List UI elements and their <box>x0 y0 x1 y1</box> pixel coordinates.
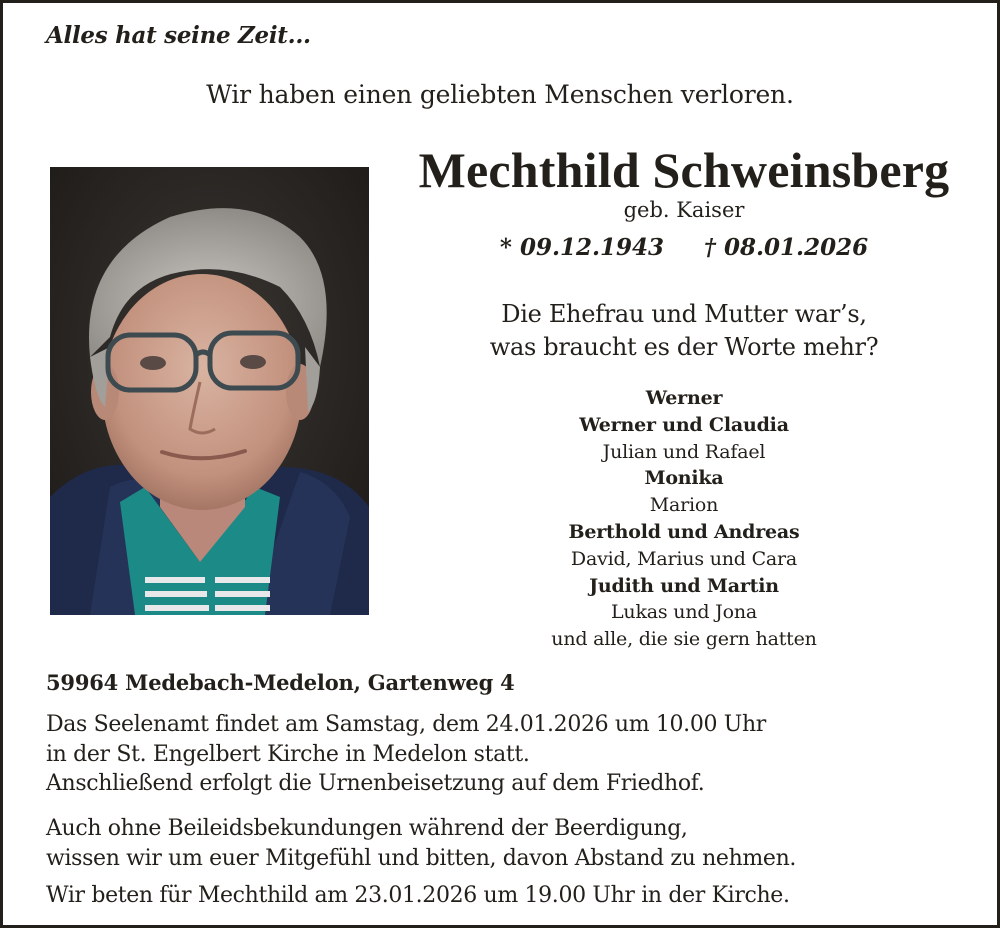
deceased-name: Mechthild Schweinsberg <box>418 142 950 198</box>
mourner-entry: David, Marius und Cara <box>570 547 798 570</box>
death-date: † 08.01.2026 <box>704 234 869 261</box>
verse-line: was braucht es der Worte mehr? <box>489 333 879 361</box>
notice-line: Auch ohne Beileidsbekundungen während der Beerdigung, <box>46 816 688 841</box>
mourner-entry: Werner <box>645 387 723 409</box>
notice-line: Das Seelenamt findet am Samstag, dem 24.01.2026 um 10.00 Uhr <box>46 712 766 737</box>
mourner-entry: Julian und Rafael <box>602 440 766 463</box>
portrait-illustration <box>50 167 369 615</box>
notice-line: Wir beten für Mechthild am 23.01.2026 um 19.00 Uhr in der Kirche. <box>46 883 790 908</box>
verse <box>372 298 996 364</box>
mourner-entry: Monika <box>644 467 724 490</box>
mourner-entry: Marion <box>649 494 719 517</box>
mourners-list <box>372 385 996 653</box>
mourner-entry: und alle, die sie gern hatten <box>551 628 817 651</box>
notice-line: wissen wir um euer Mitgefühl und bitten, davon Abstand zu nehmen. <box>46 845 797 871</box>
maiden-name: geb. Kaiser <box>623 198 745 222</box>
motto-heading: Alles hat seine Zeit... <box>46 22 311 49</box>
address: 59964 Medebach-Medelon, Gartenweg 4 <box>46 670 515 695</box>
intro-line: Wir haben einen geliebten Menschen verloren. <box>206 80 794 109</box>
mourner-entry: Berthold und Andreas <box>568 520 800 543</box>
verse-line: Die Ehefrau und Mutter war’s, <box>501 300 867 328</box>
condolences-notice <box>46 814 986 873</box>
birth-date: * 09.12.1943 <box>499 234 664 261</box>
service-notice <box>46 710 986 799</box>
notice-line: Anschließend erfolgt die Urnenbeisetzung auf dem Friedhof. <box>46 771 705 796</box>
notice-line: in der St. Engelbert Kirche in Medelon statt. <box>46 741 530 767</box>
life-dates <box>372 234 996 261</box>
mourner-entry: Lukas und Jona <box>611 601 757 624</box>
portrait-photo <box>50 167 369 615</box>
mourner-entry: Judith und Martin <box>589 574 779 597</box>
mourner-entry: Werner und Claudia <box>579 413 789 436</box>
prayer-notice <box>46 881 986 911</box>
